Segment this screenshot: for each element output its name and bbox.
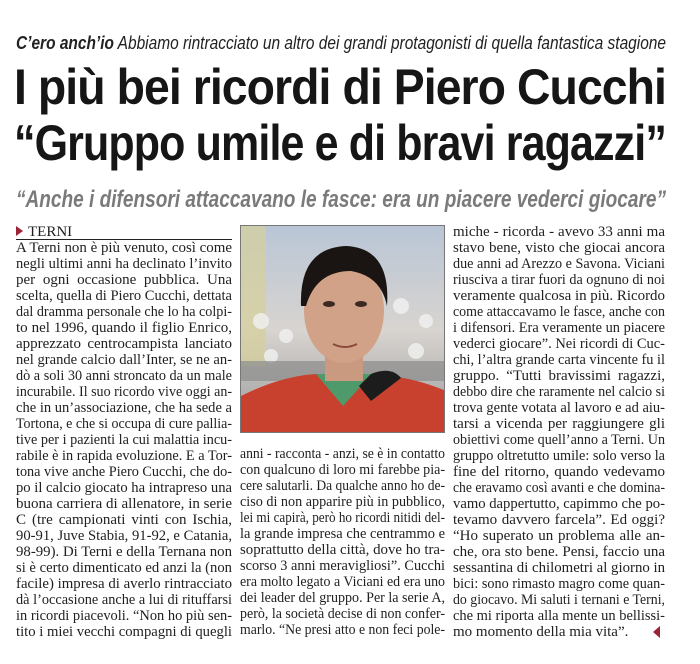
- text-line: [453, 624, 665, 640]
- text-line-content: lei mi capirà, però ho ricordi nitidi del-: [240, 510, 445, 526]
- text-line: [16, 528, 232, 544]
- text-line: [453, 256, 665, 272]
- text-line: [16, 448, 232, 464]
- text-line: [16, 416, 232, 432]
- text-line: [16, 496, 232, 512]
- text-line: [16, 480, 232, 496]
- text-line-content: incurabile. Il suo ricordo vive oggi an-: [16, 384, 232, 400]
- text-line: [453, 224, 665, 240]
- text-line-content: nel grande calcio dall’Inter, se ne an-: [16, 352, 232, 368]
- text-line-content: ciso di non apparire più in pubblico,: [240, 494, 445, 510]
- text-line-content: però, la società decise di non confer-: [240, 606, 445, 622]
- text-line-content: tevamo davvero farcela”. Ed oggi?: [453, 512, 665, 528]
- text-line: [453, 320, 665, 336]
- text-line: [453, 528, 665, 544]
- portrait-photo-icon: [241, 226, 445, 433]
- text-line: [453, 544, 665, 560]
- text-line: [240, 542, 445, 558]
- text-line: [453, 496, 665, 512]
- text-line: [16, 512, 232, 528]
- text-line: [16, 240, 232, 256]
- text-line: [16, 432, 232, 448]
- text-line-content: stavo bene, visto che giocai ancora: [453, 240, 665, 256]
- text-line-content: cere salutarli. Da qualche anno ho de-: [240, 478, 445, 494]
- headline-line-2: [14, 115, 666, 171]
- text-line-content: to nel 1996, quando il figlio Enrico,: [16, 320, 232, 336]
- text-line-content: dò a soli 30 anni stroncato da un male: [16, 368, 232, 384]
- text-line-content: A Terni non è più venuto, così come: [16, 240, 232, 256]
- text-line: [453, 448, 665, 464]
- text-line: [453, 400, 665, 416]
- text-line: [453, 608, 665, 624]
- text-line-content: fine del ritorno, quando vedevamo: [453, 464, 665, 480]
- headline-text-1: I più bei ricordi di Piero Cucchi: [14, 59, 666, 115]
- text-line-content: che mi riporta alla mente un bellissi-: [453, 608, 665, 624]
- text-line-content: dei leader del gruppo. Per la serie A,: [240, 590, 445, 606]
- text-line: [16, 336, 232, 352]
- text-line-content: si è certo dimenticato ed anzi la (non: [16, 560, 232, 576]
- text-line-content: po il calcio giocato ha intrapreso una: [16, 480, 232, 496]
- text-line-content: facile) impresa di averlo rintracciato: [16, 576, 232, 592]
- text-line-content: buona carriera di allenatore, in serie: [16, 496, 232, 512]
- text-line-content: soprattutto della città, dove ho tra-: [240, 542, 445, 558]
- text-line: [16, 320, 232, 336]
- text-line-content: che in un’associazione, che ha sede a: [16, 400, 232, 416]
- text-line: [240, 494, 445, 510]
- text-line-content: scelta, quella di Piero Cucchi, dettata: [16, 288, 232, 304]
- text-line-content: tito i miei vecchi compagni di quegli: [16, 624, 232, 640]
- text-line: [240, 590, 445, 606]
- text-line-content: veramente qualcosa in più. Ricordo: [453, 288, 665, 304]
- text-line: [453, 560, 665, 576]
- article-column-1: [16, 240, 232, 640]
- text-line: [453, 464, 665, 480]
- text-line-content: con qualcuno di loro mi farebbe pia-: [240, 462, 445, 478]
- kicker-text: Abbiamo rintracciato un altro dei grandi protagonisti di quella fantastica stagione: [117, 33, 666, 53]
- subheadline-text: “Anche i difensori attaccavano le fasce: era un piacere vederci giocare”: [16, 186, 666, 213]
- headline-line-1: [14, 59, 666, 115]
- text-line: [16, 544, 232, 560]
- text-line: [240, 574, 445, 590]
- text-line: [453, 336, 665, 352]
- text-line: [16, 288, 232, 304]
- text-line: [16, 576, 232, 592]
- text-line-content: vederci giocare”. Nei ricordi di Cuc-: [453, 336, 665, 352]
- text-line-content: sessantina di chilometri al giorno in: [453, 560, 665, 576]
- text-line-content: in ricordi piacevoli. “Non ho più sen-: [16, 608, 232, 624]
- text-line: [16, 608, 232, 624]
- text-line-content: la grande impresa che centrammo e: [240, 526, 445, 542]
- text-line-content: Tortona, e che si occupa di cure pallia-: [16, 416, 232, 432]
- text-line: [240, 462, 445, 478]
- text-line: [240, 510, 445, 526]
- text-line: [16, 560, 232, 576]
- text-line: [16, 256, 232, 272]
- text-line-content: vamo dappertutto, capimmo che po-: [453, 496, 665, 512]
- text-line-content: obiettivi come quell’anno a Terni. Un: [453, 432, 665, 448]
- text-line-content: rabile è in rapida evoluzione. E a Tor-: [16, 448, 232, 464]
- text-line-content: negli ultimi anni ha declinato l’invito: [16, 256, 232, 272]
- text-line-content: “Ho superato un problema alle an-: [453, 528, 665, 544]
- dateline-text: TERNI: [28, 224, 73, 240]
- text-line: [240, 446, 445, 462]
- text-line-content: 90-91, Juve Stabia, 91-92, e Catania,: [16, 528, 232, 544]
- text-line: [453, 352, 665, 368]
- dateline: [16, 224, 232, 240]
- kicker-label: C’ero anch’io: [16, 33, 114, 53]
- text-line-content: che eravamo così avanti e che domina-: [453, 480, 665, 496]
- text-line-content: 98-99). Di Terni e della Ternana non: [16, 544, 232, 560]
- text-line-content: chi, l’altra grande carta vincente fu il: [453, 352, 665, 368]
- text-line: [453, 368, 665, 384]
- text-line-content: bici: sono rimasto magro come quan-: [453, 576, 665, 592]
- text-line-content: apprezzato centrocampista lanciato: [16, 336, 232, 352]
- text-line: [240, 478, 445, 494]
- text-line: [16, 304, 232, 320]
- text-line: [453, 304, 665, 320]
- article-column-3: [453, 224, 665, 640]
- text-line: [16, 272, 232, 288]
- text-line-content: dà l’occasione anche a lui di rituffarsi: [16, 592, 232, 608]
- text-line: [240, 558, 445, 574]
- text-line-content: gruppo. “Tutti bravissimi ragazzi,: [453, 368, 665, 384]
- text-line: [453, 480, 665, 496]
- text-line: [16, 368, 232, 384]
- text-line: [16, 352, 232, 368]
- text-line: [240, 622, 445, 638]
- triangle-marker-icon: [16, 226, 23, 236]
- text-line-content: riusciva a tirar fuori da ognuno di noi: [453, 272, 665, 288]
- kicker: [16, 32, 666, 54]
- text-line: [453, 240, 665, 256]
- text-line-content: marlo. “Ne presi atto e non feci pole-: [240, 622, 445, 638]
- text-line-content: due anni ad Arezzo e Savona. Viciani: [453, 256, 665, 272]
- text-line-content: scorso 3 anni meravigliosi”. Cucchi: [240, 558, 445, 574]
- text-line-content: per ogni occasione pubblica. Una: [16, 272, 232, 288]
- text-line: [16, 592, 232, 608]
- text-line: [453, 432, 665, 448]
- text-line-content: tive per i pazienti la cui malattia incu-: [16, 432, 232, 448]
- text-line-content: che, ora sto bene. Pensi, faccio una: [453, 544, 665, 560]
- text-line: [453, 512, 665, 528]
- text-line: [453, 288, 665, 304]
- text-line: [453, 416, 665, 432]
- text-line-content: debbo dire che raramente nel calcio si: [453, 384, 665, 400]
- text-line: [240, 606, 445, 622]
- text-line-content: anni - racconta - anzi, se è in contatto: [240, 446, 445, 462]
- text-line: [16, 384, 232, 400]
- text-line-content: era molto legato a Viciani ed era uno: [240, 574, 445, 590]
- text-line-content: i difensori. Era veramente un piacere: [453, 320, 665, 336]
- text-line: [16, 624, 232, 640]
- text-line-content: miche - ricorda - avevo 33 anni ma: [453, 224, 665, 240]
- headline-text-2: “Gruppo umile e di bravi ragazzi”: [14, 115, 666, 171]
- article-column-2: [240, 446, 445, 638]
- text-line: [453, 592, 665, 608]
- text-line-content: trova gente votata al lavoro e ad aiu-: [453, 400, 665, 416]
- subheadline: [16, 186, 666, 214]
- text-line: [16, 464, 232, 480]
- text-line: [240, 526, 445, 542]
- text-line-content: do giocavo. Mi saluti i ternani e Terni,: [453, 592, 665, 608]
- end-of-article-icon: [653, 626, 660, 638]
- text-line: [16, 400, 232, 416]
- text-line-content: come attaccavamo le fasce, anche con: [453, 304, 665, 320]
- portrait-photo: [240, 225, 445, 433]
- text-line-content: tona vive anche Piero Cucchi, che do-: [16, 464, 232, 480]
- text-line-content: tarsi a vicenda per raggiungere gli: [453, 416, 665, 432]
- text-line-content: mo momento della mia vita”.: [453, 624, 629, 640]
- text-line-content: C (tre campionati vinti con Ischia,: [16, 512, 232, 528]
- text-line: [453, 576, 665, 592]
- text-line-content: dal dramma personale che lo ha colpi-: [16, 304, 232, 320]
- text-line-content: gruppo oltretutto umile: solo verso la: [453, 448, 665, 464]
- text-line: [453, 384, 665, 400]
- text-line: [453, 272, 665, 288]
